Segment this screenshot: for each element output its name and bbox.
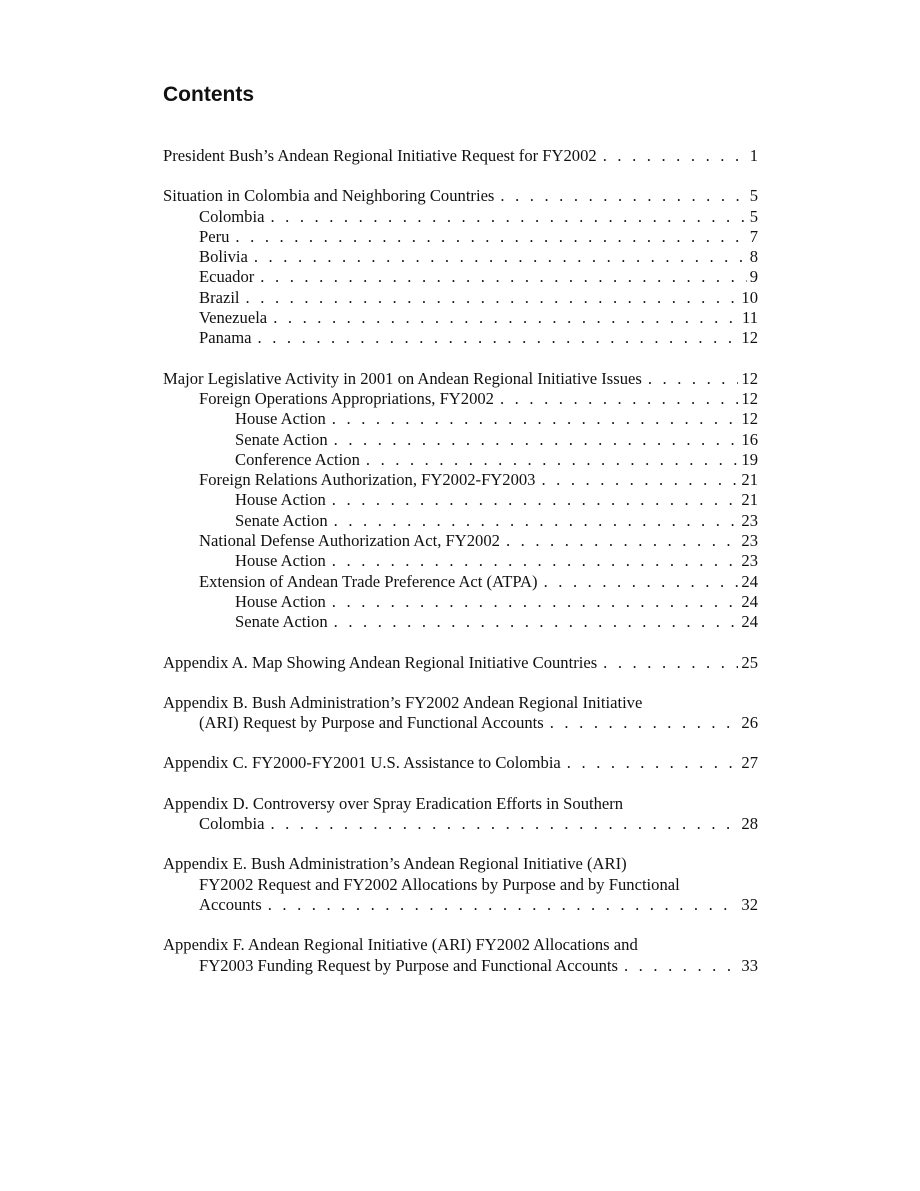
- dot-leader: [334, 612, 739, 632]
- toc-entry-title: Major Legislative Activity in 2001 on Andean Regional Initiative Issues: [163, 368, 642, 388]
- toc-entry[interactable]: [163, 186, 758, 206]
- toc-entry[interactable]: [163, 854, 758, 874]
- toc-entry[interactable]: [163, 470, 758, 490]
- toc-entry-title: Colombia: [199, 814, 265, 834]
- toc-entry[interactable]: [163, 713, 758, 733]
- toc-entry-title: Senate Action: [235, 429, 328, 449]
- toc-page-number: 12: [741, 368, 758, 388]
- toc-entry-title: House Action: [235, 551, 326, 571]
- toc-page-number: 21: [741, 490, 758, 510]
- toc-entry-title: Foreign Relations Authorization, FY2002-FY2003: [199, 470, 536, 490]
- toc-page-number: 1: [749, 146, 758, 165]
- toc-page-number: 5: [749, 186, 758, 206]
- dot-leader: [235, 227, 746, 247]
- toc-page-number: 24: [741, 571, 758, 591]
- toc-entry-title: Brazil: [199, 287, 240, 307]
- toc-entry[interactable]: [163, 693, 758, 713]
- toc-page-number: 5: [749, 206, 758, 226]
- toc-entry[interactable]: [163, 895, 758, 915]
- toc-page-number: 32: [741, 894, 758, 914]
- toc-page-number: 16: [741, 429, 758, 449]
- toc-page-number: 9: [749, 267, 758, 287]
- dot-leader: [603, 653, 738, 673]
- toc-entry[interactable]: [163, 531, 758, 551]
- toc-entry[interactable]: [163, 227, 758, 247]
- toc-entry-title: Foreign Operations Appropriations, FY2002: [199, 388, 494, 408]
- toc-page-number: 24: [741, 591, 758, 611]
- toc-page-number: 23: [741, 510, 758, 530]
- toc-page-number: 19: [741, 449, 758, 469]
- toc-entry-title: President Bush’s Andean Regional Initiative Request for FY2002: [163, 146, 597, 165]
- dot-leader: [550, 713, 739, 733]
- toc-entry[interactable]: [163, 935, 758, 955]
- toc-entry-title: Appendix E. Bush Administration’s Andean Regional Initiative (ARI): [163, 854, 627, 874]
- toc-entry[interactable]: [163, 328, 758, 348]
- toc-entry-title: Appendix B. Bush Administration’s FY2002 Andean Regional Initiative: [163, 692, 643, 712]
- toc-entry[interactable]: [163, 511, 758, 531]
- toc-page-number: 24: [741, 612, 758, 632]
- dot-leader: [334, 511, 739, 531]
- toc-entry-title: Appendix C. FY2000-FY2001 U.S. Assistance to Colombia: [163, 753, 561, 773]
- dot-leader: [541, 470, 738, 490]
- toc-section: [163, 794, 758, 835]
- toc-page-number: 23: [741, 531, 758, 551]
- dot-leader: [260, 267, 746, 287]
- toc-entry[interactable]: [163, 369, 758, 389]
- toc-entry[interactable]: [163, 146, 758, 166]
- toc-entry[interactable]: [163, 956, 758, 976]
- dot-leader: [500, 186, 746, 206]
- dot-leader: [258, 328, 739, 348]
- dot-leader: [567, 753, 739, 773]
- toc-entry[interactable]: [163, 409, 758, 429]
- toc-page-number: 7: [749, 226, 758, 246]
- toc-entry[interactable]: [163, 612, 758, 632]
- dot-leader: [332, 551, 739, 571]
- toc-page-number: 26: [741, 713, 758, 733]
- toc-entry-title: Conference Action: [235, 449, 360, 469]
- toc-entry-title: Appendix A. Map Showing Andean Regional Initiative Countries: [163, 652, 598, 672]
- table-of-contents: [163, 146, 758, 996]
- toc-entry-title: Venezuela: [199, 308, 268, 328]
- dot-leader: [332, 409, 739, 429]
- toc-page-number: 25: [741, 652, 758, 672]
- toc-entry-title: Extension of Andean Trade Preference Act (ATPA): [199, 571, 538, 591]
- dot-leader: [270, 207, 746, 227]
- toc-entry-title: Bolivia: [199, 247, 248, 267]
- toc-section: [163, 753, 758, 773]
- dot-leader: [506, 531, 738, 551]
- toc-entry-title: Panama: [199, 328, 252, 348]
- dot-leader: [273, 308, 739, 328]
- toc-entry-title: House Action: [235, 591, 326, 611]
- toc-page-number: 8: [749, 247, 758, 267]
- toc-entry-title: Situation in Colombia and Neighboring Countries: [163, 186, 495, 206]
- toc-entry[interactable]: [163, 814, 758, 834]
- toc-entry[interactable]: [163, 490, 758, 510]
- toc-entry[interactable]: [163, 875, 758, 895]
- toc-entry[interactable]: [163, 794, 758, 814]
- toc-section: [163, 146, 758, 166]
- dot-leader: [648, 369, 739, 389]
- toc-entry[interactable]: [163, 653, 758, 673]
- toc-entry[interactable]: [163, 430, 758, 450]
- toc-entry-title: Senate Action: [235, 510, 328, 530]
- toc-entry-title: Accounts: [199, 894, 262, 914]
- toc-entry[interactable]: [163, 551, 758, 571]
- toc-section: [163, 693, 758, 734]
- toc-page-number: 11: [742, 308, 758, 328]
- toc-page-number: 12: [741, 388, 758, 408]
- toc-page-number: 21: [741, 470, 758, 490]
- toc-page-number: 10: [741, 287, 758, 307]
- toc-entry-title: Colombia: [199, 206, 265, 226]
- dot-leader: [332, 592, 739, 612]
- toc-entry[interactable]: [163, 207, 758, 227]
- toc-entry[interactable]: [163, 389, 758, 409]
- toc-entry[interactable]: [163, 572, 758, 592]
- toc-section: [163, 935, 758, 976]
- toc-entry-title: House Action: [235, 409, 326, 429]
- toc-page-number: 12: [741, 409, 758, 429]
- toc-entry[interactable]: [163, 288, 758, 308]
- dot-leader: [544, 572, 739, 592]
- page-title: Contents: [163, 83, 254, 106]
- toc-entry[interactable]: [163, 450, 758, 470]
- dot-leader: [246, 288, 739, 308]
- dot-leader: [332, 490, 739, 510]
- toc-entry-title: Peru: [199, 226, 230, 246]
- toc-entry[interactable]: [163, 308, 758, 328]
- toc-section: [163, 186, 758, 348]
- dot-leader: [500, 389, 738, 409]
- toc-entry-title: (ARI) Request by Purpose and Functional Accounts: [199, 713, 544, 733]
- toc-entry-title: House Action: [235, 490, 326, 510]
- toc-entry[interactable]: [163, 592, 758, 612]
- toc-entry[interactable]: [163, 267, 758, 287]
- toc-entry-title: Ecuador: [199, 267, 255, 287]
- toc-page-number: 33: [741, 955, 758, 975]
- toc-entry-title: FY2002 Request and FY2002 Allocations by Purpose and by Functional: [199, 874, 680, 894]
- dot-leader: [334, 430, 739, 450]
- toc-section: [163, 653, 758, 673]
- dot-leader: [270, 814, 738, 834]
- toc-entry-title: Senate Action: [235, 612, 328, 632]
- toc-page-number: 23: [741, 551, 758, 571]
- toc-page-number: 28: [741, 814, 758, 834]
- toc-page-number: 12: [741, 328, 758, 348]
- dot-leader: [603, 146, 747, 166]
- toc-entry-title: Appendix F. Andean Regional Initiative (ARI) FY2002 Allocations and: [163, 935, 638, 955]
- toc-entry[interactable]: [163, 753, 758, 773]
- dot-leader: [366, 450, 739, 470]
- toc-entry-title: FY2003 Funding Request by Purpose and Functional Accounts: [199, 955, 618, 975]
- toc-entry[interactable]: [163, 247, 758, 267]
- dot-leader: [624, 956, 738, 976]
- toc-section: [163, 369, 758, 633]
- dot-leader: [268, 895, 739, 915]
- toc-section: [163, 854, 758, 915]
- toc-page-number: 27: [741, 753, 758, 773]
- toc-entry-title: Appendix D. Controversy over Spray Eradication Efforts in Southern: [163, 793, 624, 813]
- dot-leader: [254, 247, 747, 267]
- toc-entry-title: National Defense Authorization Act, FY2002: [199, 531, 500, 551]
